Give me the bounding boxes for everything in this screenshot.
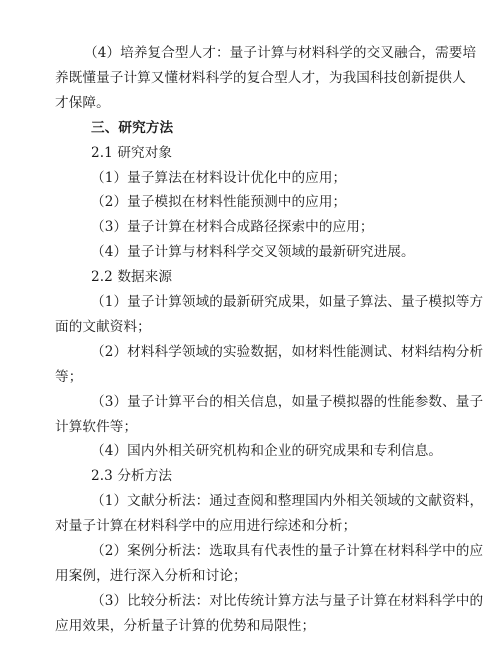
section-heading: 三、研究方法 [91,119,174,136]
list-item: （3）量子计算在材料合成路径探索中的应用； [91,219,374,236]
list-item: （4）量子计算与材料科学交叉领域的最新研究进展。 [91,244,415,261]
subsection-heading: 2.2 数据来源 [91,269,173,286]
list-item-continuation: 等； [55,368,83,385]
list-item-continuation: 对量子计算在材料科学中的应用进行综述和分析； [55,518,357,535]
list-item-continuation: 应用效果，分析量子计算的优势和局限性； [55,617,316,634]
list-item: （3）比较分析法：对比传统计算方法与量子计算在材料科学中的 [91,592,484,609]
list-item-continuation: 计算软件等； [55,418,138,435]
list-item-continuation: 面的文献资料； [55,318,151,335]
list-item: （4）国内外相关研究机构和企业的研究成果和专利信息。 [91,443,443,460]
list-item: （2）材料科学领域的实验数据，如材料性能测试、材料结构分析 [91,343,484,360]
paragraph-line: 养既懂量子计算又懂材料科学的复合型人才，为我国科技创新提供人 [55,69,466,86]
list-item: （1）文献分析法：通过查阅和整理国内外相关领域的文献资料， [91,493,484,510]
list-item-continuation: 用案例，进行深入分析和讨论； [55,567,247,584]
paragraph-line: （4）培养复合型人才：量子计算与材料科学的交叉融合，需要培 [84,45,477,61]
list-item: （1）量子计算领域的最新研究成果，如量子算法、量子模拟等方 [91,294,484,310]
subsection-heading: 2.3 分析方法 [91,468,173,485]
subsection-heading: 2.1 研究对象 [91,144,173,161]
list-item: （2）量子模拟在材料性能预测中的应用； [91,194,347,211]
list-item: （2）案例分析法：选取具有代表性的量子计算在材料科学中的应 [91,543,484,559]
list-item: （3）量子计算平台的相关信息，如量子模拟器的性能参数、量子 [91,393,484,410]
list-item: （1）量子算法在材料设计优化中的应用； [91,169,347,186]
paragraph-line: 才保障。 [55,94,110,111]
